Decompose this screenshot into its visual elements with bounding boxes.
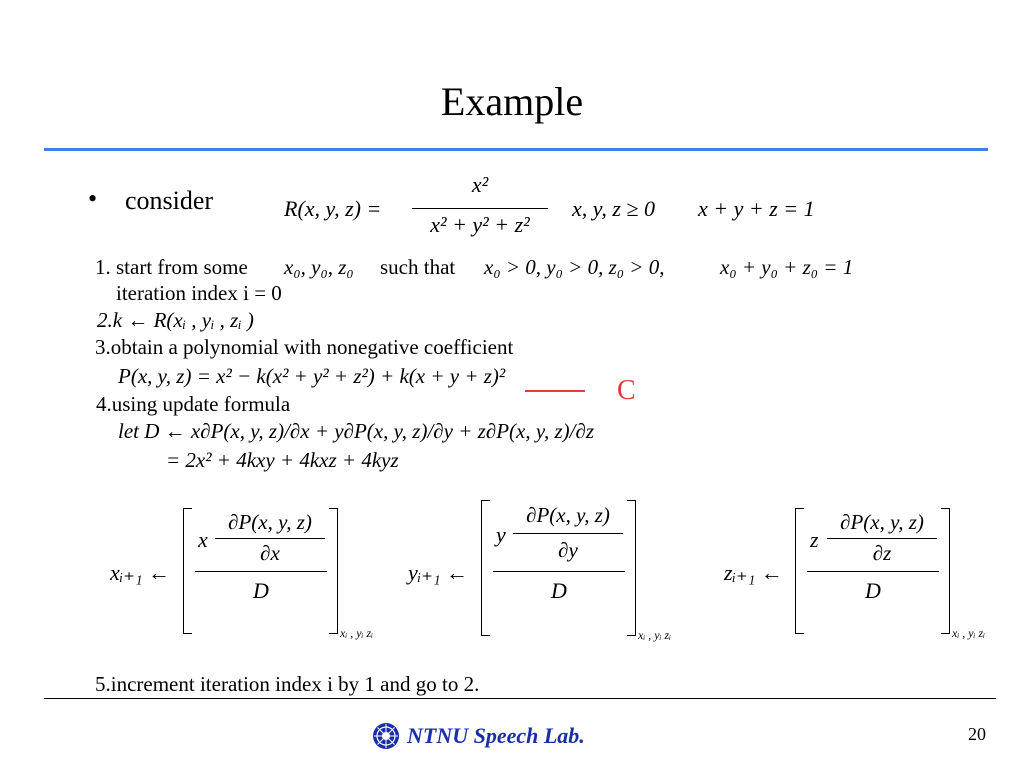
fraction-bar: [215, 538, 325, 539]
step3: 3.obtain a polynomial with nonegative coefficient: [95, 335, 514, 359]
update-z-lhs: zᵢ₊₁ ←: [724, 560, 783, 585]
update-y-lhs: yᵢ₊₁ ←: [408, 560, 469, 585]
update-y-partial-den: ∂y: [558, 538, 578, 562]
equation-R-numerator: x²: [471, 172, 489, 197]
step1-such: such that: [380, 255, 456, 279]
update-x-eval-subscript: xᵢ , yᵢ zᵢ: [340, 626, 374, 640]
constraint-sum: x + y + z = 1: [698, 196, 815, 221]
fraction-bar: [493, 571, 625, 572]
equation-R-denominator: x² + y² + z²: [430, 212, 530, 237]
update-z-partial-den: ∂z: [872, 541, 892, 565]
update-y-eval-subscript: xᵢ , yᵢ zᵢ: [638, 628, 672, 642]
step1-vars: x₀, y₀, z₀: [284, 255, 354, 279]
left-bracket: [481, 500, 490, 636]
footer-lab-name: NTNU Speech Lab.: [407, 723, 585, 748]
step4: 4.using update formula: [96, 392, 291, 416]
update-y-partial-num: ∂P(x, y, z): [526, 503, 610, 527]
update-z-denominator: D: [865, 578, 881, 603]
slide-title: Example: [440, 79, 584, 124]
right-bracket: [941, 508, 950, 634]
fraction-bar: [513, 533, 623, 534]
polynomial-underline: [525, 390, 585, 392]
ntnu-logo-icon: [372, 722, 400, 750]
step5: 5.increment iteration index i by 1 and go to 2.: [95, 672, 480, 696]
update-z-partial-num: ∂P(x, y, z): [840, 510, 924, 534]
right-bracket: [627, 500, 636, 636]
step2: 2.k ← R(xᵢ , yᵢ , zᵢ ): [97, 308, 254, 332]
footer-divider: [44, 698, 996, 699]
update-x-partial-num: ∂P(x, y, z): [228, 510, 312, 534]
step1-sum: x₀ + y₀ + z₀ = 1: [720, 255, 854, 279]
annotation-c-marker: C: [617, 375, 636, 406]
update-z-var: z: [810, 527, 819, 552]
left-bracket: [795, 508, 804, 634]
step3-polynomial: P(x, y, z) = x² − k(x² + y² + z²) + k(x + y + z)²: [118, 364, 506, 388]
update-x-var: x: [198, 527, 208, 552]
step1-line2: iteration index i = 0: [116, 281, 282, 305]
equation-R-lhs: R(x, y, z) =: [284, 196, 382, 221]
step1-condition: x₀ > 0, y₀ > 0, z₀ > 0,: [484, 255, 665, 279]
update-z-eval-subscript: xᵢ , yᵢ zᵢ: [952, 626, 986, 640]
bullet: •: [88, 184, 98, 213]
right-bracket: [329, 508, 338, 634]
constraint-nonnegative: x, y, z ≥ 0: [572, 196, 655, 221]
fraction-bar: [807, 571, 939, 572]
fraction-bar: [195, 571, 327, 572]
consider-label: consider: [125, 186, 214, 215]
update-x-partial-den: ∂x: [260, 541, 280, 565]
fraction-bar: [412, 208, 548, 209]
update-x-denominator: D: [253, 578, 269, 603]
page-number: 20: [968, 724, 986, 744]
step4-equals: = 2x² + 4kxy + 4kxz + 4kyz: [166, 448, 399, 472]
step4-let: let D ← x∂P(x, y, z)/∂x + y∂P(x, y, z)/∂y + z∂P(x, y, z)/∂z: [118, 419, 595, 443]
update-y-var: y: [496, 522, 506, 547]
title-divider: [44, 148, 988, 151]
update-x-lhs: xᵢ₊₁ ←: [110, 560, 171, 585]
fraction-bar: [827, 538, 937, 539]
step1-prefix: 1. start from some: [95, 255, 248, 279]
update-y-denominator: D: [551, 578, 567, 603]
left-bracket: [183, 508, 192, 634]
